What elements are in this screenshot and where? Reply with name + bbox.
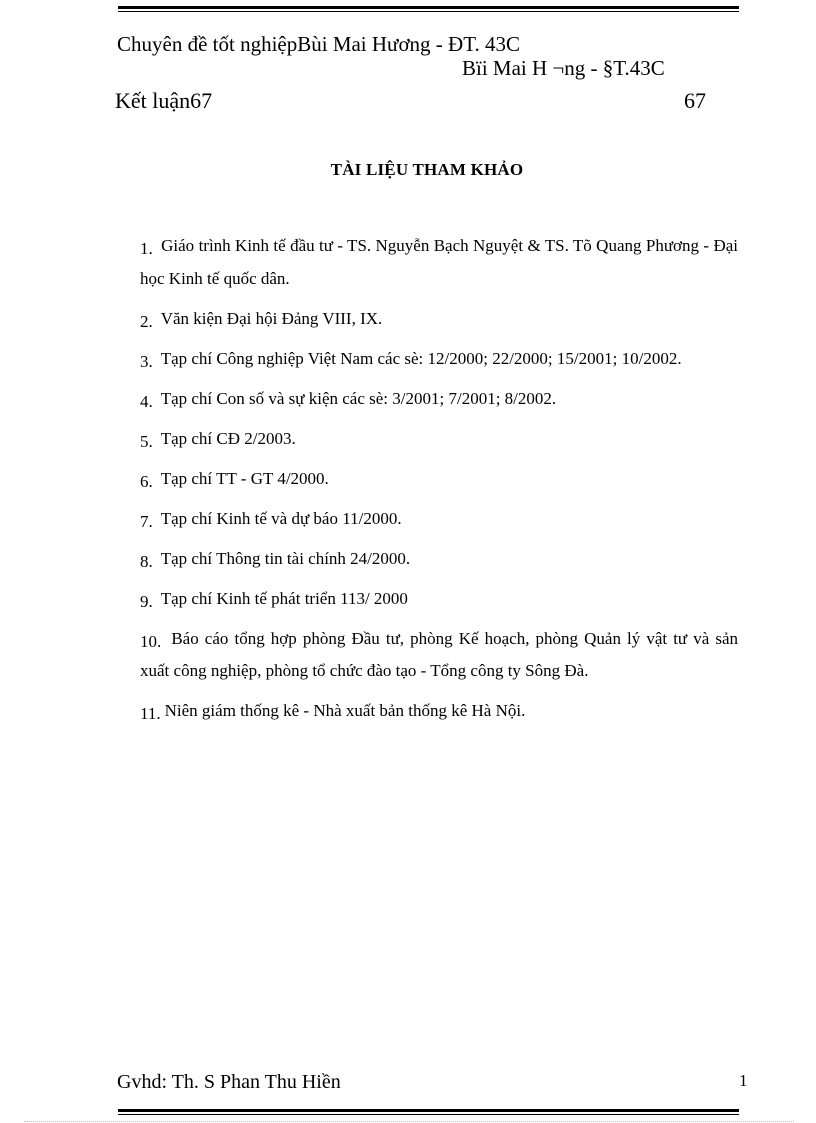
footer-page-number: 1 — [739, 1071, 748, 1090]
reference-text: Tạp chí Con số và sự kiện các sè: 3/2001; 7/2001; 8/2002. — [160, 388, 557, 408]
reference-item — [140, 583, 738, 616]
reference-number: 7. — [140, 511, 153, 531]
top-rule — [118, 6, 739, 12]
reference-item — [140, 423, 738, 456]
header-line-2: Bïi Mai H ¬ng - §T.43C — [462, 56, 665, 80]
reference-number: 6. — [140, 471, 153, 491]
reference-text: Báo cáo tổng hợp phòng Đầu tư, phòng Kế hoạch, phòng Quản lý vật tư và sản xuất công nghiệp, phòng tổ chức đào tạo - Tổng công ty Sông Đà. — [140, 628, 738, 680]
reference-number: 9. — [140, 591, 153, 611]
reference-text: Tạp chí Kinh tế phát triển 113/ 2000 — [160, 588, 408, 608]
reference-text: Giáo trình Kinh tế đầu tư - TS. Nguyễn Bạch Nguyệt & TS. Tõ Quang Phương - Đại học Kinh tế quốc dân. — [140, 236, 739, 288]
reference-item — [140, 623, 738, 688]
reference-text: Tạp chí CĐ 2/2003. — [160, 428, 296, 448]
reference-number: 4. — [140, 391, 153, 411]
reference-number: 11. — [140, 704, 161, 723]
reference-number: 10. — [140, 631, 162, 651]
reference-item — [140, 543, 738, 576]
reference-number: 8. — [140, 551, 153, 571]
reference-item — [140, 503, 738, 536]
reference-text: Tạp chí Công nghiệp Việt Nam các sè: 12/2000; 22/2000; 15/2001; 10/2002. — [160, 348, 682, 368]
reference-text: Niên giám thống kê - Nhà xuất bản thống kê Hà Nội. — [164, 701, 526, 720]
reference-number: 1. — [140, 239, 153, 258]
reference-text: Văn kiện Đại hội Đảng VIII, IX. — [160, 308, 383, 328]
reference-number: 5. — [140, 431, 153, 451]
reference-text: Tạp chí TT - GT 4/2000. — [160, 468, 329, 488]
reference-item — [140, 230, 738, 295]
reference-item — [140, 303, 738, 336]
reference-item — [140, 695, 738, 728]
reference-item — [140, 383, 738, 416]
reference-list — [140, 230, 738, 735]
reference-text: Tạp chí Thông tin tài chính 24/2000. — [160, 548, 411, 568]
header-line-1: Chuyên đề tốt nghiệpBùi Mai Hương - ĐT. 43C — [117, 32, 520, 56]
reference-item — [140, 463, 738, 496]
bottom-rule — [118, 1109, 739, 1115]
reference-item — [140, 343, 738, 376]
footer-advisor: Gvhd: Th. S Phan Thu Hiền — [117, 1071, 341, 1093]
reference-number: 3. — [140, 351, 153, 371]
page-title: TÀI LIỆU THAM KHẢO — [330, 160, 524, 179]
reference-text: Tạp chí Kinh tế và dự báo 11/2000. — [160, 508, 402, 528]
toc-entry-label: Kết luận67 — [115, 88, 213, 113]
toc-entry-page: 67 — [684, 88, 706, 113]
reference-number: 2. — [140, 311, 153, 331]
